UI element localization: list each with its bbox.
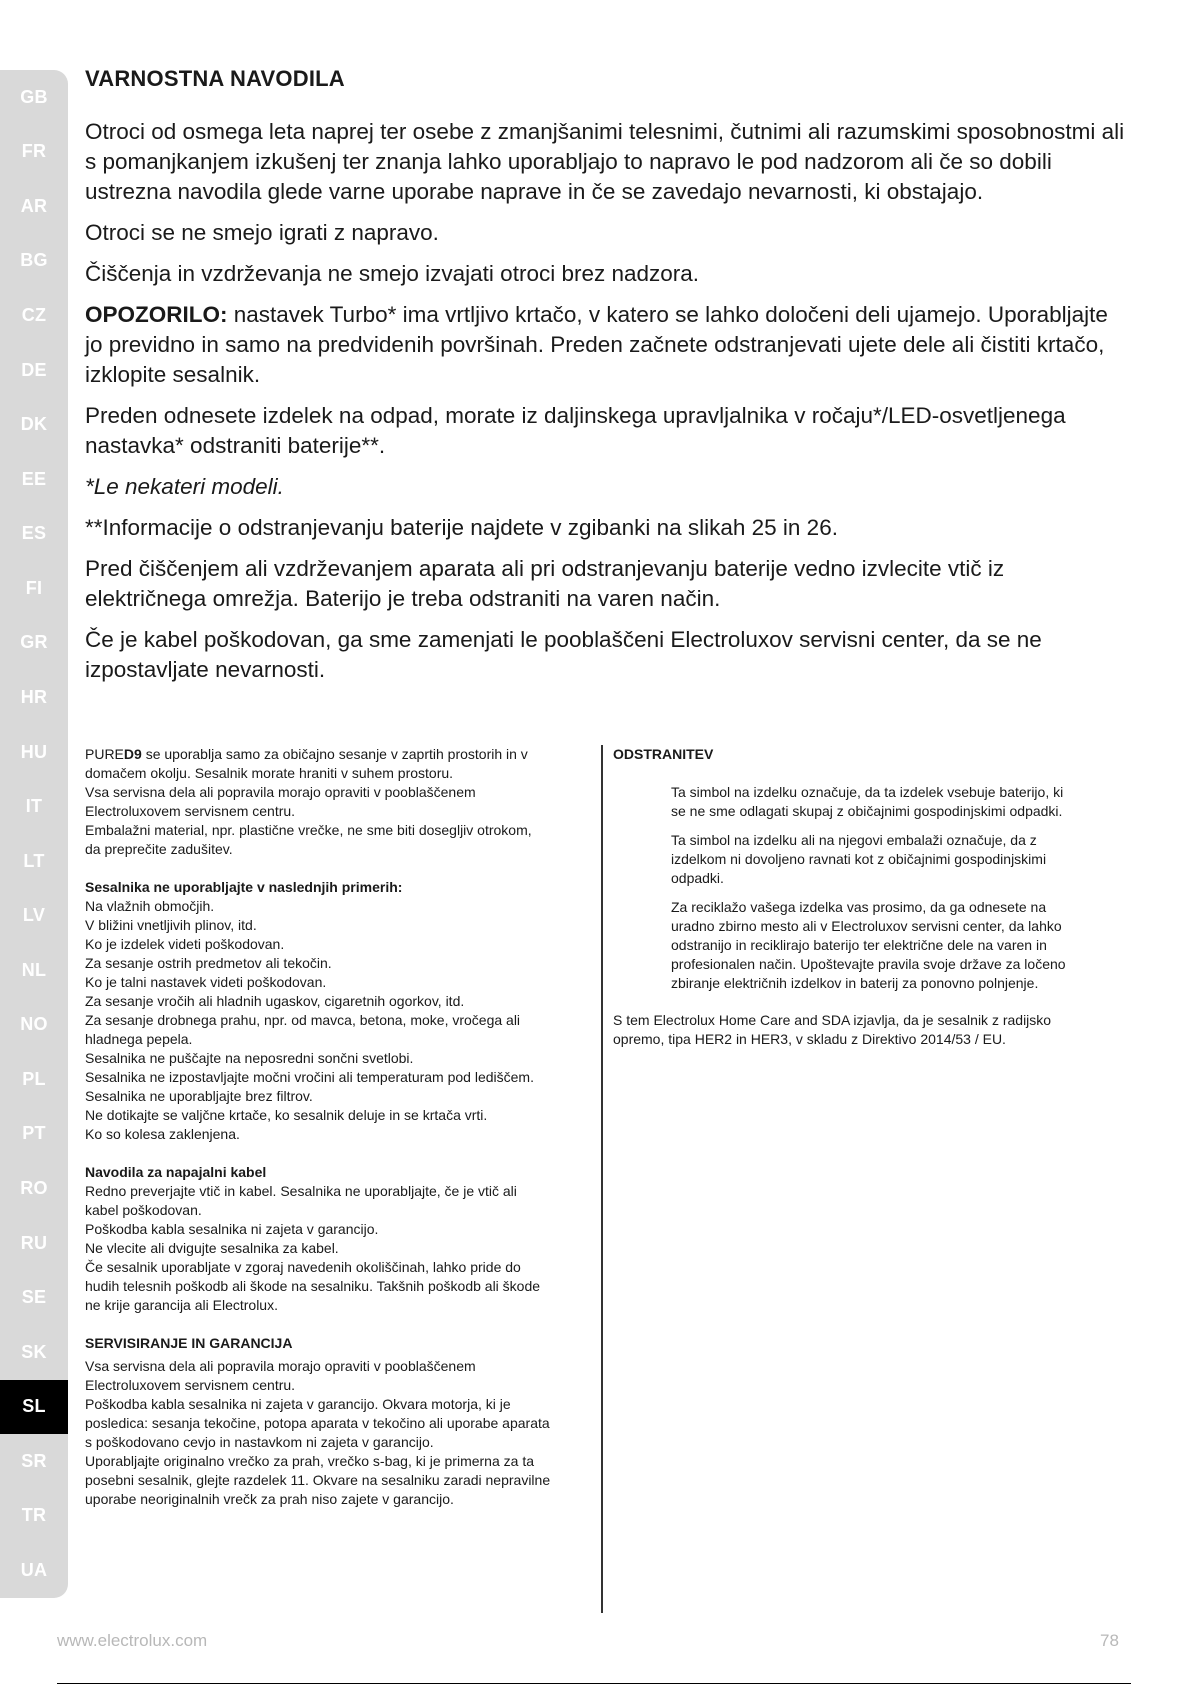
paragraph-warning [85, 300, 1130, 390]
paragraph-cleaning: Čiščenja in vzdrževanja ne smejo izvajati otroci brez nadzora. [85, 261, 700, 286]
text-line: Redno preverjajte vtič in kabel. Sesalnika ne uporabljajte, če je vtič ali [85, 1183, 517, 1199]
disposal-product-symbol [613, 831, 1113, 888]
brand-prefix: PURE [85, 746, 124, 762]
text-line: posledica: sesanja tekočine, potopa aparata v tekočino ali uporabe aparata [85, 1415, 550, 1431]
lang-tab[interactable]: LV [22, 905, 46, 926]
text-line: Za sesanje ostrih predmetov ali tekočin. [85, 955, 332, 971]
text-line: uradno zbirno mesto ali v Electroluxov servisni center, da lahko [671, 918, 1062, 934]
text-line: Ko so kolesa zaklenjena. [85, 1126, 240, 1142]
text-line: V bližini vnetljivih plinov, itd. [85, 917, 257, 933]
lang-tab[interactable]: TR [21, 1505, 47, 1526]
text-line: Sesalnika ne izpostavljajte močni vročini ali temperaturam pod lediščem. [85, 1069, 534, 1085]
text-line: Poškodba kabla sesalnika ni zajeta v garancijo. [85, 1221, 379, 1237]
page-number: 78 [1100, 1631, 1119, 1650]
text-line: Za sesanje vročih ali hladnih ugaskov, cigaretnih ogorkov, itd. [85, 993, 465, 1009]
text-line: hladnega pepela. [85, 1031, 193, 1047]
lang-tab[interactable]: IT [25, 796, 43, 817]
lang-tab[interactable]: BG [20, 250, 48, 271]
service-block [85, 1334, 585, 1509]
lang-tab[interactable]: RU [20, 1232, 48, 1253]
safety-section [85, 66, 1130, 696]
disposal-battery-symbol [613, 783, 1113, 821]
text-line: odstranijo in reciklirajo baterijo ter električne dele na varen in [671, 937, 1047, 953]
do-not-use-block [85, 878, 585, 1144]
lang-tab[interactable]: FR [21, 141, 47, 162]
text-line: Electroluxovem servisnem centru. [85, 803, 296, 819]
lang-tab[interactable]: SR [21, 1450, 47, 1471]
lang-tab-active[interactable]: SL [0, 1380, 68, 1435]
text-line: Electroluxovem servisnem centru. [85, 1377, 296, 1393]
text-line: zbiranje električnih izdelkov in baterij za ponovno polnjenje. [671, 975, 1039, 991]
language-tabs [0, 70, 68, 1598]
warning-label: OPOZORILO: [85, 302, 228, 327]
text-line: odpadki. [671, 870, 724, 886]
lang-tab[interactable]: RO [20, 1178, 48, 1199]
footer-url[interactable]: www.electrolux.com [57, 1631, 208, 1650]
paragraph-unplug: Pred čiščenjem ali vzdrževanjem aparata ali pri odstranjevanju baterije vedno izvlecite vtič iz električnega omrežja. Baterijo je treba odstraniti na varen način. [85, 556, 1005, 611]
text-line: se uporablja samo za običajno sesanje v zaprtih prostorih in v [141, 746, 528, 762]
text-line: s poškodovano cevjo in nastavkom ni zajeta v garancijo. [85, 1434, 434, 1450]
lang-tab[interactable]: NO [20, 1014, 48, 1035]
text-line: Uporabljajte originalno vrečko za prah, vrečko s-bag, ki je primerna za ta [85, 1453, 534, 1469]
lang-tab[interactable]: PT [22, 1123, 46, 1144]
text-line: Za sesanje drobnega prahu, npr. od mavca, betona, moke, vročega ali [85, 1012, 521, 1028]
lang-tab[interactable]: DK [20, 414, 48, 435]
paragraph-models-note: *Le nekateri modeli. [85, 474, 284, 499]
text-line: Vsa servisna dela ali popravila morajo opraviti v pooblaščenem [85, 784, 476, 800]
text-line: Poškodba kabla sesalnika ni zajeta v garancijo. Okvara motorja, ki je [85, 1396, 511, 1412]
do-not-use-heading: Sesalnika ne uporabljajte v naslednjih primerih: [85, 879, 403, 895]
text-line: domačem okolju. Sesalnik morate hraniti v suhem prostoru. [85, 765, 454, 781]
text-line: hudih telesnih poškodb ali škode na sesalniku. Takšnih poškodb ali škode [85, 1278, 541, 1294]
lang-tab[interactable]: UA [20, 1559, 48, 1580]
service-heading: SERVISIRANJE IN GARANCIJA [85, 1335, 293, 1351]
paragraph-children-usage: Otroci od osmega leta naprej ter osebe z zmanjšanimi telesnimi, čutnimi ali razumskimi sposobnostmi ali s pomanjkanjem izkušenj ter znanja lahko uporabljajo to napravo le pod nadzorom ali če so dobili ustrezna navodila glede varne uporabe naprave in če se zavedajo nevarnosti, ki obstajajo. [85, 119, 1125, 204]
text-line: izdelkom ni dovoljeno ravnati kot z običajnimi gospodinjskimi [671, 851, 1047, 867]
lang-tab[interactable]: LT [23, 850, 45, 871]
right-column [613, 745, 1113, 1049]
usage-block [85, 745, 585, 859]
left-column [85, 745, 585, 1509]
paragraph-battery-info: **Informacije o odstranjevanju baterije najdete v zgibanki na slikah 25 in 26. [85, 515, 838, 540]
cable-heading: Navodila za napajalni kabel [85, 1164, 267, 1180]
text-line: ne krije garancija ali Electrolux. [85, 1297, 278, 1313]
paragraph-cable-replacement: Če je kabel poškodovan, ga sme zamenjati le pooblaščeni Electroluxov servisni center, da se ne izpostavljate nevarnosti. [85, 627, 1042, 682]
safety-paragraphs [85, 117, 1130, 685]
text-line: Za reciklažo vašega izdelka vas prosimo, da ga odnesete na [671, 899, 1047, 915]
disposal-heading: ODSTRANITEV [613, 746, 714, 762]
text-line: Ta simbol na izdelku ali na njegovi embalaži označuje, da z [671, 832, 1037, 848]
lang-tab[interactable]: HU [20, 741, 48, 762]
disposal-recycling [613, 898, 1113, 993]
text-line: da preprečite zadušitev. [85, 841, 233, 857]
text-line: Sesalnika ne puščajte na neposredni sončni svetlobi. [85, 1050, 414, 1066]
lang-tab[interactable]: CZ [21, 305, 47, 326]
lang-tab[interactable]: EE [21, 468, 47, 489]
text-line: S tem Electrolux Home Care and SDA izjavlja, da je sesalnik z radijsko [613, 1012, 1052, 1028]
text-line: Ko je izdelek videti poškodovan. [85, 936, 285, 952]
lang-tab[interactable]: GB [20, 86, 48, 107]
text-line: Ta simbol na izdelku označuje, da ta izdelek vsebuje baterijo, ki [671, 784, 1064, 800]
text-line: se ne sme odlagati skupaj z običajnimi gospodinjskimi odpadki. [671, 803, 1063, 819]
lang-tab[interactable]: FI [25, 577, 43, 598]
text-line: Ko je talni nastavek videti poškodovan. [85, 974, 327, 990]
text-line: profesionalen način. Upoštevajte pravila svoje države za ločeno [671, 956, 1066, 972]
text-line: Na vlažnih območjih. [85, 898, 215, 914]
lang-tab[interactable]: SK [21, 1341, 47, 1362]
lang-tab[interactable]: AR [20, 195, 48, 216]
lang-tab[interactable]: ES [21, 523, 47, 544]
text-line: Če sesalnik uporabljate v zgoraj navedenih okoliščinah, lahko pride do [85, 1259, 521, 1275]
warning-text: nastavek Turbo* ima vrtljivo krtačo, v katero se lahko določeni deli ujamejo. Uporabljajte jo previdno in samo na predvidenih površinah. Preden začnete odstranjevati ujete dele ali čistiti krtačo, izklopite sesalnik. [85, 302, 1108, 387]
paragraph-no-play: Otroci se ne smejo igrati z napravo. [85, 220, 439, 245]
brand-model: D9 [123, 746, 142, 762]
text-line: posebni sesalnik, glejte razdelek 11. Okvare na sesalniku zaradi nepravilne [85, 1472, 551, 1488]
page-title: VARNOSTNA NAVODILA [85, 66, 345, 91]
lang-tab[interactable]: NL [21, 959, 47, 980]
lang-tab[interactable]: SE [21, 1287, 47, 1308]
text-line: kabel poškodovan. [85, 1202, 202, 1218]
text-line: Sesalnika ne uporabljajte brez filtrov. [85, 1088, 313, 1104]
text-line: Ne dotikajte se valjčne krtače, ko sesalnik deluje in se krtača vrti. [85, 1107, 488, 1123]
text-line: Ne vlecite ali dvigujte sesalnika za kabel. [85, 1240, 339, 1256]
text-line: uporabe neoriginalnih vrečk za prah niso zajete v garancijo. [85, 1491, 454, 1507]
lang-tab[interactable]: HR [20, 686, 48, 707]
text-line: Embalažni material, npr. plastične vrečke, ne sme biti dosegljiv otrokom, [85, 822, 532, 838]
column-divider [601, 745, 603, 1613]
lang-tab[interactable]: DE [21, 359, 47, 380]
lang-tab[interactable]: GR [20, 632, 48, 653]
text-line: Vsa servisna dela ali popravila morajo opraviti v pooblaščenem [85, 1358, 476, 1374]
conformity-declaration [613, 1011, 1113, 1049]
paragraph-batteries: Preden odnesete izdelek na odpad, morate iz daljinskega upravljalnika v ročaju*/LED-osvetljenega nastavka* odstraniti baterije**. [85, 403, 1066, 458]
text-line: opremo, tipa HER2 in HER3, v skladu z Direktivo 2014/53 / EU. [613, 1031, 1006, 1047]
lang-tab[interactable]: PL [22, 1068, 46, 1089]
cable-block [85, 1163, 585, 1315]
